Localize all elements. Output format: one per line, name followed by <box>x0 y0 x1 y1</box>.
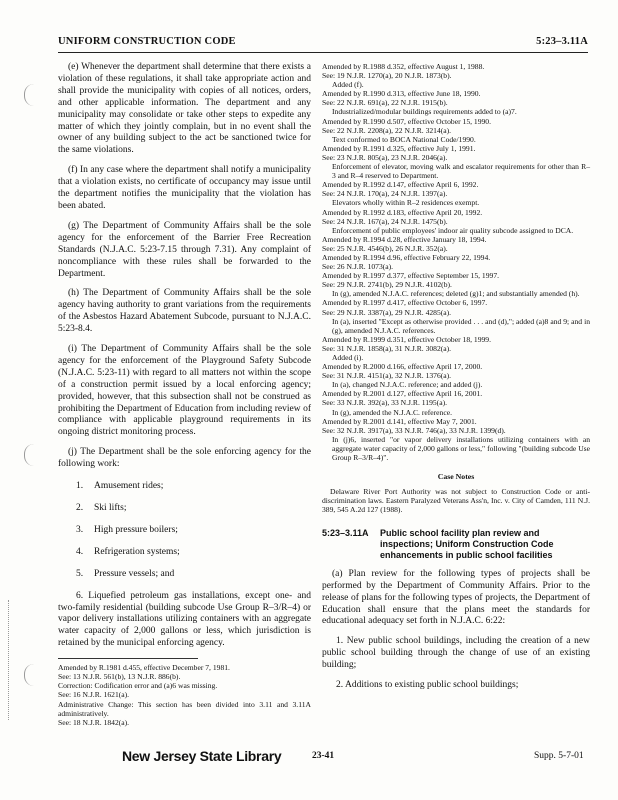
section-heading <box>322 528 590 560</box>
history-notes-left <box>58 663 311 727</box>
paragraph-i: (i) The Department of Community Affairs shall be the sole agency for the enforcement of the Playground Safety Subcode (N.J.A.C. 5:23-11) with regard to all matters not within the scope of a construction permit issued by a local enforcing agency; provided, however, that this subsection shall not be construed as prohibiting the Department of Education from including review of compliance with applicable playground requirements in its ongoing district monitoring process. <box>58 344 311 438</box>
history-line: Amended by R.1997 d.377, effective September 15, 1997. <box>322 271 500 281</box>
left-column <box>58 62 311 727</box>
history-line: Amended by R.2001 d.127, effective April 16, 2001. <box>322 389 483 399</box>
history-line: See: 13 N.J.R. 561(b), 13 N.J.R. 886(b). <box>58 672 181 682</box>
history-line: Amended by R.1988 d.352, effective August 1, 1988. <box>322 62 485 71</box>
history-line: Amended by R.2001 d.141, effective May 7, 2001. <box>322 416 477 426</box>
history-line: Elevators wholly within R–2 residences exempt. <box>332 198 480 208</box>
margin-mark <box>24 664 34 686</box>
history-line: See: 24 N.J.R. 170(a), 24 N.J.R. 1397(a). <box>322 189 448 199</box>
binding-dots <box>8 600 10 720</box>
list-item: 3. High pressure boilers; <box>76 524 178 535</box>
list-item-6: 6. Liquefied petroleum gas installations, except one- and two-family residential (building subcode Use Group R–3/R–4) or vapor delivery installations utilizing containers with an aggregate water capacity of 2,000 gallons or less, which jurisdiction is retained by the municipal enforcing agency. <box>58 590 311 649</box>
supplement-date: Supp. 5-7-01 <box>534 751 584 761</box>
history-line: See: 33 N.J.R. 392(a), 33 N.J.R. 1195(a). <box>322 398 448 408</box>
enforcement-list <box>58 481 311 650</box>
history-line: See: 32 N.J.R. 3917(a), 33 N.J.R. 746(a), 33 N.J.R. 1399(d). <box>322 425 506 435</box>
history-line: See: 22 N.J.R. 691(a), 22 N.J.R. 1915(b). <box>322 98 448 108</box>
history-line: In (g), amended N.J.A.C. references; deleted (g)1; and substantially amended (h). <box>332 289 580 299</box>
history-line: Amended by R.1992 d.183, effective April 20, 1992. <box>322 207 483 217</box>
history-line: Amended by R.2000 d.166, effective April 17, 2000. <box>322 362 483 372</box>
history-line: See: 16 N.J.R. 1621(a). <box>58 690 130 700</box>
case-notes-text: Delaware River Port Authority was not subject to Construction Code or anti-discrimination laws. Eastern Paralyzed Veterans Ass'n, Inc. v. City of Camden, 111 N.J. 389, 545 A.2d 127 (1988). <box>322 487 590 515</box>
history-notes-right <box>322 62 590 462</box>
history-line: Amended by R.1994 d.96, effective February 22, 1994. <box>322 252 491 262</box>
list-item: 5. Pressure vessels; and <box>76 568 175 579</box>
right-column <box>322 62 590 692</box>
section-item-2: 2. Additions to existing public school buildings; <box>336 680 519 691</box>
history-line: Amended by R.1994 d.28, effective January 18, 1994. <box>322 234 487 244</box>
history-line: Industrialized/modular buildings requirements added to (a)7. <box>332 107 517 117</box>
history-line: See: 18 N.J.R. 1842(a). <box>58 717 130 727</box>
list-item: 4. Refrigeration systems; <box>76 546 180 557</box>
paragraph-h: (h) The Department of Community Affairs shall be the sole agency having authority to grant variations from the requirements of the Asbestos Hazard Abatement Subcode, pursuant to N.J.A.C. 5:23-8.4. <box>58 288 311 335</box>
history-line: See: 23 N.J.R. 805(a), 23 N.J.R. 2046(a). <box>322 152 448 162</box>
history-line: Administrative Change: This section has been divided into 3.11 and 3.11A administratively. <box>58 699 311 718</box>
history-line: See: 22 N.J.R. 2208(a), 22 N.J.R. 3214(a). <box>322 125 452 135</box>
margin-mark <box>24 84 34 106</box>
history-line: See: 26 N.J.R. 1073(a). <box>322 262 394 272</box>
library-logo: New Jersey State Library <box>122 748 282 764</box>
history-line: Enforcement of elevator, moving walk and escalator requirements for other than R–3 and R–4 reserved to Department. <box>332 162 590 181</box>
paragraph-e: (e) Whenever the department shall determine that there exists a violation of these regulations, it shall take appropriate action and shall provide the municipality with copies of all notices, orders, and other applicable information. The department and any municipality may consolidate or take other steps to expedite any matter of which they jointly complain, but in no event shall the owner of any building subject to the act be sanctioned twice for the same violations. <box>58 62 311 156</box>
history-line: Added (f). <box>332 80 364 90</box>
history-line: See: 25 N.J.R. 4546(b), 26 N.J.R. 352(a). <box>322 243 448 253</box>
history-line: See: 29 N.J.R. 2741(b), 29 N.J.R. 4102(b). <box>322 280 452 290</box>
history-line: Amended by R.1981 d.455, effective December 7, 1981. <box>58 663 230 673</box>
history-line: Text conformed to BOCA National Code/1990. <box>332 134 476 144</box>
history-line: See: 29 N.J.R. 3387(a), 29 N.J.R. 4285(a). <box>322 307 452 317</box>
history-line: Amended by R.1991 d.325, effective July 1, 1991. <box>322 143 476 153</box>
history-line: Enforcement of public employees' indoor air quality subcode assigned to DCA. <box>332 225 574 235</box>
list-item: 2. Ski lifts; <box>76 503 127 513</box>
history-line: See: 31 N.J.R. 1858(a), 31 N.J.R. 3082(a). <box>322 343 452 353</box>
history-line: Amended by R.1999 d.351, effective October 18, 1999. <box>322 334 491 344</box>
section-paragraph-a: (a) Plan review for the following types of projects shall be performed by the Department of Community Affairs. Prior to the release of plans for the following types of projects, the Department of Education shall ensure that the plans meet the standards for educational adequacy set forth in N.J.A.C. 6:22: <box>322 568 590 627</box>
section-title: Public school facility plan review and inspections; Uniform Construction Code enhancements in public school facilities <box>380 528 554 560</box>
history-line: Amended by R.1997 d.417, effective October 6, 1997. <box>322 298 488 308</box>
header-rule <box>58 52 588 53</box>
history-line: Correction: Codification error and (a)6 was missing. <box>58 681 218 691</box>
history-line: In (a), changed N.J.A.C. reference; and added (j). <box>332 380 483 390</box>
history-line: Added (i). <box>332 353 364 362</box>
history-line: In (a), inserted "Except as otherwise provided . . . and (d),"; added (a)8 and 9; and in (g), amended N.J.A.C. references. <box>332 316 590 335</box>
page-number: 23-41 <box>312 751 335 761</box>
history-line: In (j)6, inserted "or vapor delivery installations utilizing containers with an aggregate water capacity of 2,000 gallons or less," following "(building subcode Use Group R–3/R–4)". <box>332 434 590 463</box>
section-range: 5:23–3.11A <box>536 36 588 47</box>
margin-mark <box>24 444 34 466</box>
list-item: 1. Amusement rides; <box>76 481 164 492</box>
history-line: Amended by R.1992 d.147, effective April 6, 1992. <box>322 180 479 190</box>
section-item-1: 1. New public school buildings, including the creation of a new public school building through the change of use of an existing building; <box>322 636 590 671</box>
paragraph-f: (f) In any case where the department shall notify a municipality that a violation exists, no certificate of occupancy may issue until the department notifies the municipality that the violation has been abated. <box>58 165 311 211</box>
history-line: Amended by R.1990 d.313, effective June 18, 1990. <box>322 89 481 99</box>
history-line: In (g), amended the N.J.A.C. reference. <box>332 407 452 417</box>
history-line: See: 31 N.J.R. 4151(a), 32 N.J.R. 1376(a). <box>322 371 452 381</box>
history-line: See: 19 N.J.R. 1270(a), 20 N.J.R. 1873(b). <box>322 71 452 81</box>
case-notes-heading: Case Notes <box>437 472 475 482</box>
paragraph-g: (g) The Department of Community Affairs shall be the sole agency for the enforcement of the Barrier Free Recreation Standards (N.J.A.C. 5:23-7.15 through 7.31). Any complaint of noncompliance with these rules shall be forwarded to the Department. <box>58 220 311 279</box>
history-line: See: 24 N.J.R. 167(a), 24 N.J.R. 1475(b). <box>322 216 448 226</box>
section-number: 5:23–3.11A <box>322 528 369 539</box>
paragraph-j: (j) The Department shall be the sole enforcing agency for the following work: <box>58 447 311 470</box>
history-line: Amended by R.1990 d.507, effective October 15, 1990. <box>322 116 491 126</box>
running-title: UNIFORM CONSTRUCTION CODE <box>58 36 236 47</box>
page-header <box>58 36 588 50</box>
